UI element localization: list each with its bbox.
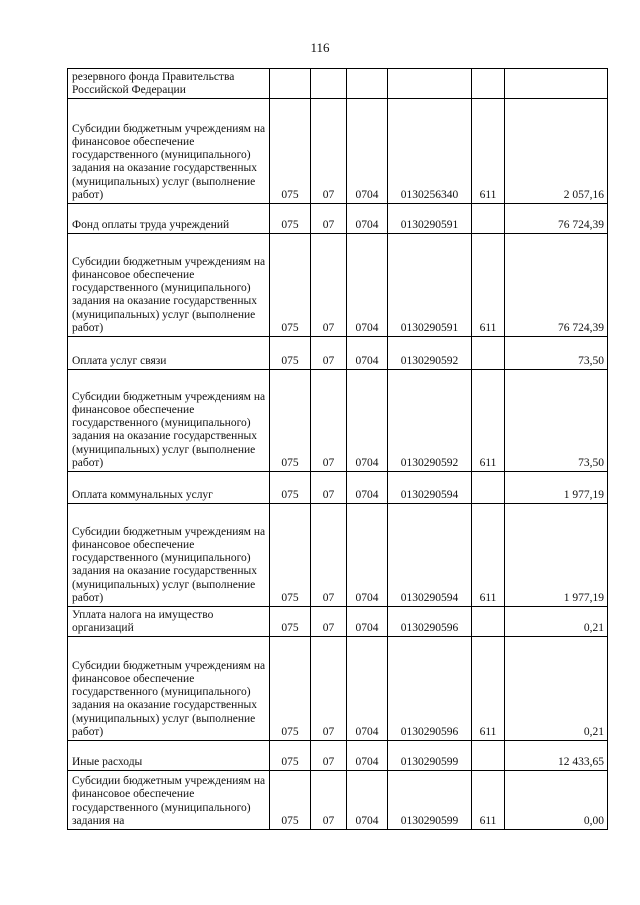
table-row: [68, 607, 608, 637]
section-code-cell: 07: [311, 741, 347, 771]
expense-type-cell: [472, 337, 505, 370]
ministry-code-cell: 075: [270, 607, 311, 637]
target-article-cell: 0130290594: [388, 472, 472, 504]
subsection-code-cell: 0704: [347, 504, 388, 607]
row-name-cell: Субсидии бюджетным учреждениям на финансовое обеспечение государственного (муниципального) задания на оказание государственных (муниципальных) услуг (выполнение работ): [68, 99, 270, 204]
budget-table: [67, 68, 608, 830]
row-name-cell: Субсидии бюджетным учреждениям на финансовое обеспечение государственного (муниципального) задания на оказание государственных (муниципальных) услуг (выполнение работ): [68, 234, 270, 337]
expense-type-cell: [472, 741, 505, 771]
target-article-cell: 0130290592: [388, 370, 472, 472]
table-row: [68, 771, 608, 830]
ministry-code-cell: 075: [270, 99, 311, 204]
row-name-cell: Иные расходы: [68, 741, 270, 771]
ministry-code-cell: 075: [270, 741, 311, 771]
sum-cell: 2 057,16: [505, 99, 608, 204]
ministry-code-cell: 075: [270, 771, 311, 830]
row-name-cell: Субсидии бюджетным учреждениям на финансовое обеспечение государственного (муниципального) задания на: [68, 771, 270, 830]
target-article-cell: 0130290599: [388, 771, 472, 830]
ministry-code-cell: 075: [270, 370, 311, 472]
table-row: [68, 337, 608, 370]
section-code-cell: 07: [311, 504, 347, 607]
ministry-code-cell: 075: [270, 472, 311, 504]
row-name-cell: резервного фонда Правительства Российской Федерации: [68, 69, 270, 99]
subsection-code-cell: 0704: [347, 607, 388, 637]
ministry-code-cell: 075: [270, 204, 311, 234]
sum-cell: 1 977,19: [505, 472, 608, 504]
subsection-code-cell: [347, 69, 388, 99]
subsection-code-cell: 0704: [347, 637, 388, 741]
row-name-cell: Оплата коммунальных услуг: [68, 472, 270, 504]
expense-type-cell: [472, 607, 505, 637]
subsection-code-cell: 0704: [347, 99, 388, 204]
table-row: [68, 370, 608, 472]
expense-type-cell: 611: [472, 370, 505, 472]
table-row: [68, 472, 608, 504]
section-code-cell: 07: [311, 234, 347, 337]
target-article-cell: 0130290599: [388, 741, 472, 771]
target-article-cell: 0130290591: [388, 204, 472, 234]
sum-cell: 73,50: [505, 337, 608, 370]
table-row: [68, 99, 608, 204]
sum-cell: 76 724,39: [505, 234, 608, 337]
section-code-cell: 07: [311, 99, 347, 204]
table-row: [68, 234, 608, 337]
sum-cell: 0,21: [505, 607, 608, 637]
row-name-cell: Уплата налога на имущество организаций: [68, 607, 270, 637]
table-row: [68, 637, 608, 741]
section-code-cell: 07: [311, 771, 347, 830]
row-name-cell: Субсидии бюджетным учреждениям на финансовое обеспечение государственного (муниципального) задания на оказание государственных (муниципальных) услуг (выполнение работ): [68, 504, 270, 607]
section-code-cell: 07: [311, 637, 347, 741]
sum-cell: 76 724,39: [505, 204, 608, 234]
subsection-code-cell: 0704: [347, 472, 388, 504]
target-article-cell: [388, 69, 472, 99]
section-code-cell: 07: [311, 472, 347, 504]
row-name-cell: Субсидии бюджетным учреждениям на финансовое обеспечение государственного (муниципального) задания на оказание государственных (муниципальных) услуг (выполнение работ): [68, 637, 270, 741]
subsection-code-cell: 0704: [347, 204, 388, 234]
target-article-cell: 0130290594: [388, 504, 472, 607]
sum-cell: [505, 69, 608, 99]
table-row: [68, 69, 608, 99]
section-code-cell: 07: [311, 370, 347, 472]
target-article-cell: 0130290592: [388, 337, 472, 370]
ministry-code-cell: [270, 69, 311, 99]
subsection-code-cell: 0704: [347, 771, 388, 830]
ministry-code-cell: 075: [270, 637, 311, 741]
sum-cell: 0,21: [505, 637, 608, 741]
target-article-cell: 0130290596: [388, 637, 472, 741]
expense-type-cell: 611: [472, 234, 505, 337]
sum-cell: 73,50: [505, 370, 608, 472]
subsection-code-cell: 0704: [347, 337, 388, 370]
sum-cell: 1 977,19: [505, 504, 608, 607]
subsection-code-cell: 0704: [347, 741, 388, 771]
row-name-cell: Субсидии бюджетным учреждениям на финансовое обеспечение государственного (муниципального) задания на оказание государственных (муниципальных) услуг (выполнение работ): [68, 370, 270, 472]
expense-type-cell: [472, 204, 505, 234]
expense-type-cell: 611: [472, 99, 505, 204]
sum-cell: 12 433,65: [505, 741, 608, 771]
row-name-cell: Фонд оплаты труда учреждений: [68, 204, 270, 234]
target-article-cell: 0130290596: [388, 607, 472, 637]
expense-type-cell: [472, 69, 505, 99]
row-name-cell: Оплата услуг связи: [68, 337, 270, 370]
section-code-cell: 07: [311, 337, 347, 370]
page-number: 116: [310, 40, 330, 55]
ministry-code-cell: 075: [270, 234, 311, 337]
ministry-code-cell: 075: [270, 504, 311, 607]
table-row: [68, 204, 608, 234]
ministry-code-cell: 075: [270, 337, 311, 370]
subsection-code-cell: 0704: [347, 234, 388, 337]
expense-type-cell: 611: [472, 637, 505, 741]
table-row: [68, 504, 608, 607]
section-code-cell: [311, 69, 347, 99]
sum-cell: 0,00: [505, 771, 608, 830]
section-code-cell: 07: [311, 607, 347, 637]
section-code-cell: 07: [311, 204, 347, 234]
table-row: [68, 741, 608, 771]
target-article-cell: 0130256340: [388, 99, 472, 204]
target-article-cell: 0130290591: [388, 234, 472, 337]
subsection-code-cell: 0704: [347, 370, 388, 472]
expense-type-cell: 611: [472, 504, 505, 607]
expense-type-cell: 611: [472, 771, 505, 830]
expense-type-cell: [472, 472, 505, 504]
